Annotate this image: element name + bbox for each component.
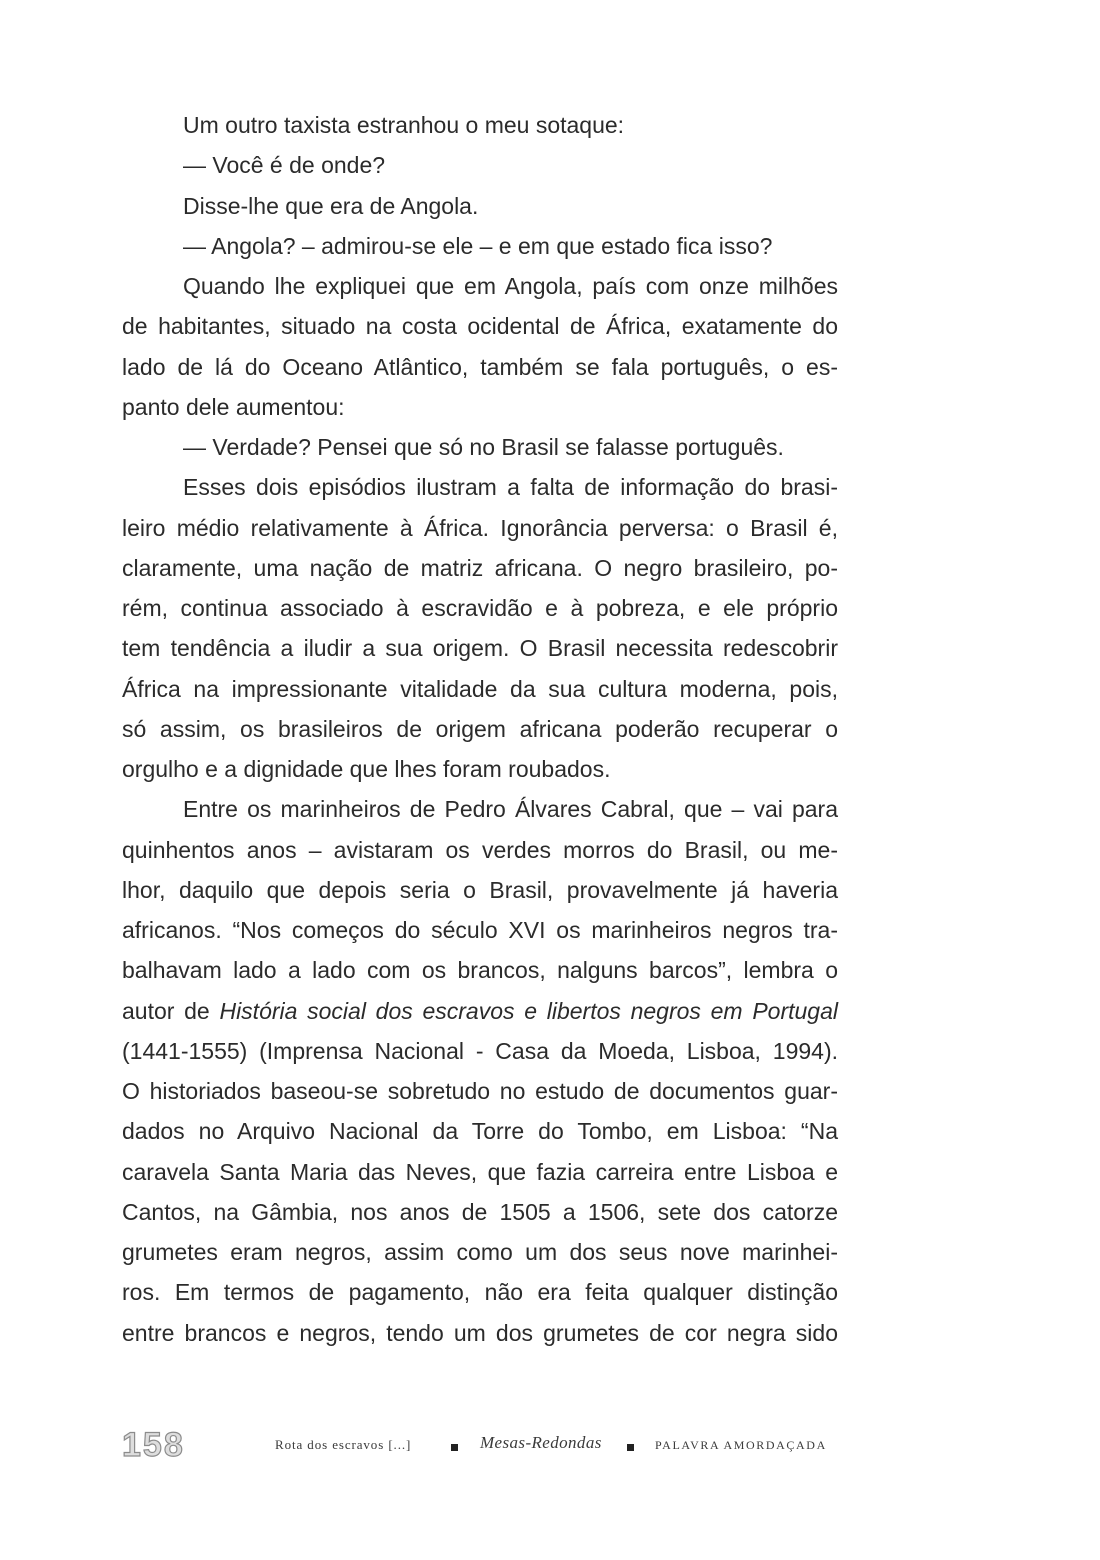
series-title: Mesas-Redondas	[480, 1433, 602, 1452]
text-line: balhavam lado a lado com os brancos, nalguns barcos”, lembra o	[122, 957, 838, 984]
text-line: — Você é de onde?	[183, 152, 386, 179]
text-line-with-citation	[122, 991, 838, 1031]
text-line: lhor, daquilo que depois seria o Brasil, provavelmente já haveria	[122, 876, 838, 903]
square-bullet-icon	[627, 1444, 634, 1451]
text-line: claramente, uma nação de matriz africana. O negro brasileiro, po-	[122, 554, 838, 581]
cited-book-title: História social dos escravos e libertos negros em Portugal	[219, 997, 838, 1024]
text-line: leiro médio relativamente à África. Ignorância perversa: o Brasil é,	[122, 514, 838, 541]
text-line: (1441-1555) (Imprensa Nacional - Casa da Moeda, Lisboa, 1994).	[122, 1037, 838, 1064]
text-line: africanos. “Nos começos do século XVI os marinheiros negros tra-	[122, 917, 838, 943]
paragraph	[122, 467, 838, 789]
text-line: rém, continua associado à escravidão e à pobreza, e ele próprio	[122, 595, 838, 621]
book-title: PALAVRA AMORDAÇADA	[655, 1438, 827, 1452]
text-line: entre brancos e negros, tendo um dos grumetes de cor negra sido	[122, 1319, 838, 1346]
text-line: caravela Santa Maria das Neves, que fazia carreira entre Lisboa e	[122, 1158, 838, 1185]
paragraph	[122, 789, 838, 1353]
text-line: África na impressionante vitalidade da sua cultura moderna, pois,	[122, 675, 838, 702]
paragraph	[122, 105, 838, 145]
paragraph	[122, 226, 838, 266]
text-line: Cantos, na Gâmbia, nos anos de 1505 a 1506, sete dos catorze	[122, 1198, 838, 1225]
text-line: Um outro taxista estranhou o meu sotaque:	[183, 112, 625, 138]
paragraph	[122, 266, 838, 427]
text-line: — Verdade? Pensei que só no Brasil se falasse português.	[183, 434, 784, 460]
text-line: grumetes eram negros, assim como um dos seus nove marinhei-	[122, 1239, 838, 1265]
text-line: ros. Em termos de pagamento, não era feita qualquer distinção	[122, 1279, 838, 1306]
text-line: Esses dois episódios ilustram a falta de informação do brasi-	[183, 474, 838, 501]
text-line: quinhentos anos – avistaram os verdes morros do Brasil, ou me-	[122, 836, 838, 863]
body-text	[122, 105, 838, 1353]
text-line: Disse-lhe que era de Angola.	[183, 192, 479, 219]
text-line: orgulho e a dignidade que lhes foram roubados.	[122, 756, 611, 782]
page-number: 158	[122, 1426, 185, 1464]
text-line: tem tendência a iludir a sua origem. O Brasil necessita redescobrir	[122, 635, 838, 662]
text-line: panto dele aumentou:	[122, 393, 345, 420]
text-line: O historiados baseou-se sobretudo no estudo de documentos guar-	[122, 1078, 838, 1104]
paragraph	[122, 186, 838, 226]
paragraph	[122, 145, 838, 185]
citation-lead-in: autor de	[122, 997, 220, 1024]
text-line: lado de lá do Oceano Atlântico, também se fala português, o es-	[122, 353, 838, 380]
section-title: Rota dos escravos [...]	[275, 1437, 412, 1452]
text-line: de habitantes, situado na costa ocidental de África, exatamente do	[122, 313, 838, 340]
text-line: só assim, os brasileiros de origem africana poderão recuperar o	[122, 715, 838, 742]
text-line: Entre os marinheiros de Pedro Álvares Cabral, que – vai para	[183, 796, 838, 823]
text-line: dados no Arquivo Nacional da Torre do Tombo, em Lisboa: “Na	[122, 1118, 838, 1145]
paragraph	[122, 427, 838, 467]
square-bullet-icon	[451, 1444, 458, 1451]
text-line: Quando lhe expliquei que em Angola, país com onze milhões	[183, 273, 838, 299]
text-line: — Angola? – admirou-se ele – e em que estado fica isso?	[183, 232, 773, 259]
